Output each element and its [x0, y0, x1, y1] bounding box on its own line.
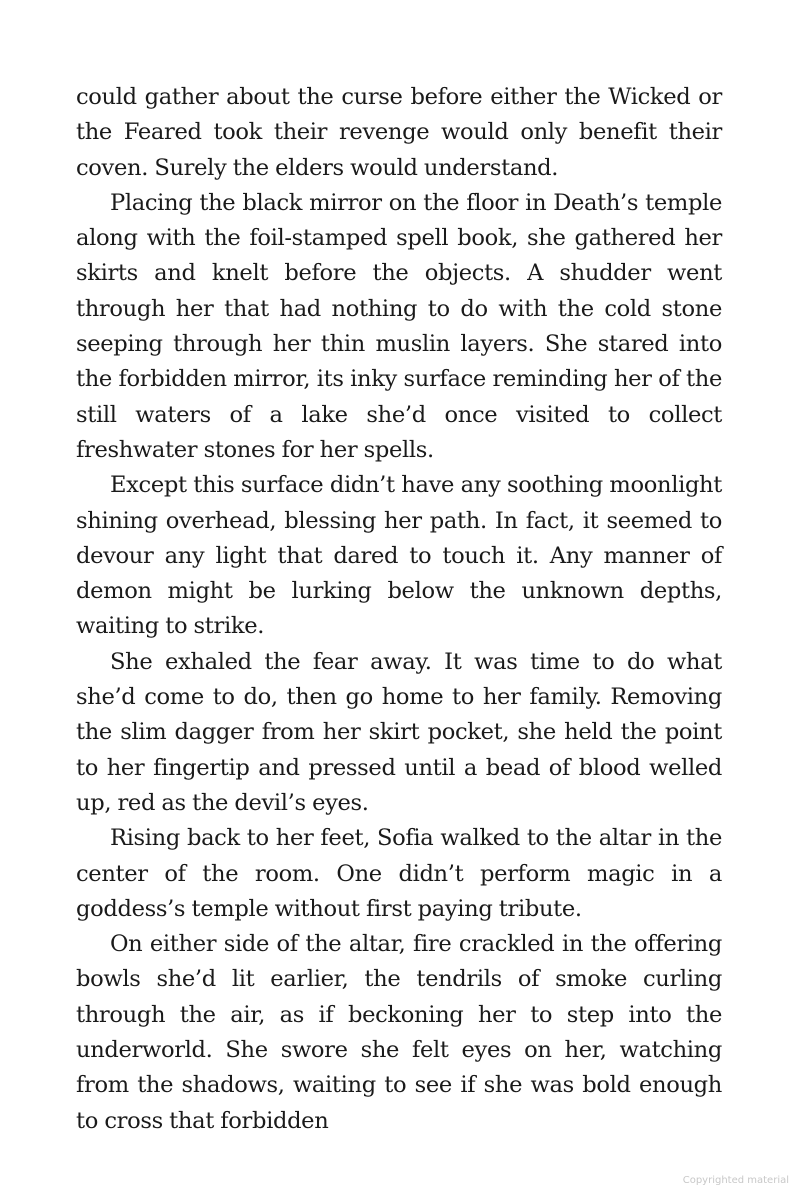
- paragraph-2: Placing the black mirror on the floor in Death’s temple along with the foil-stamped spell book, she gathered her skirts and knelt before the objects. A shudder went through her that had nothing to do with the cold stone seeping through her thin muslin layers. She stared into the forbidden mirror, its inky surface reminding her of the still waters of a lake she’d once visited to collect freshwater stones for her spells.: [76, 189, 722, 463]
- paragraph-4: She exhaled the fear away. It was time to do what she’d come to do, then go home to her family. Removing the slim dagger from her skirt pocket, she held the point to her fingertip and pressed until a bead of blood welled up, red as the devil’s eyes.: [76, 648, 722, 816]
- paragraph-5: Rising back to her feet, Sofia walked to the altar in the center of the room. One didn’t perform magic in a goddess’s temple without first paying tribute.: [76, 825, 722, 922]
- book-page-body: [76, 80, 722, 1139]
- paragraph-1: could gather about the curse before either the Wicked or the Feared took their revenge would only benefit their coven. Surely the elders would understand.: [76, 84, 722, 181]
- paragraph-3: Except this surface didn’t have any soothing moonlight shining overhead, blessing her path. In fact, it seemed to devour any light that dared to touch it. Any manner of demon might be lurking below the unknown depths, waiting to strike.: [76, 472, 722, 640]
- paragraph-6: On either side of the altar, fire crackled in the offering bowls she’d lit earlier, the tendrils of smoke curling through the air, as if beckoning her to step into the underworld. She swore she felt eyes on her, watching from the shadows, waiting to see if she was bold enough to cross that forbidden: [76, 931, 722, 1134]
- copyright-watermark: Copyrighted material: [682, 1175, 789, 1186]
